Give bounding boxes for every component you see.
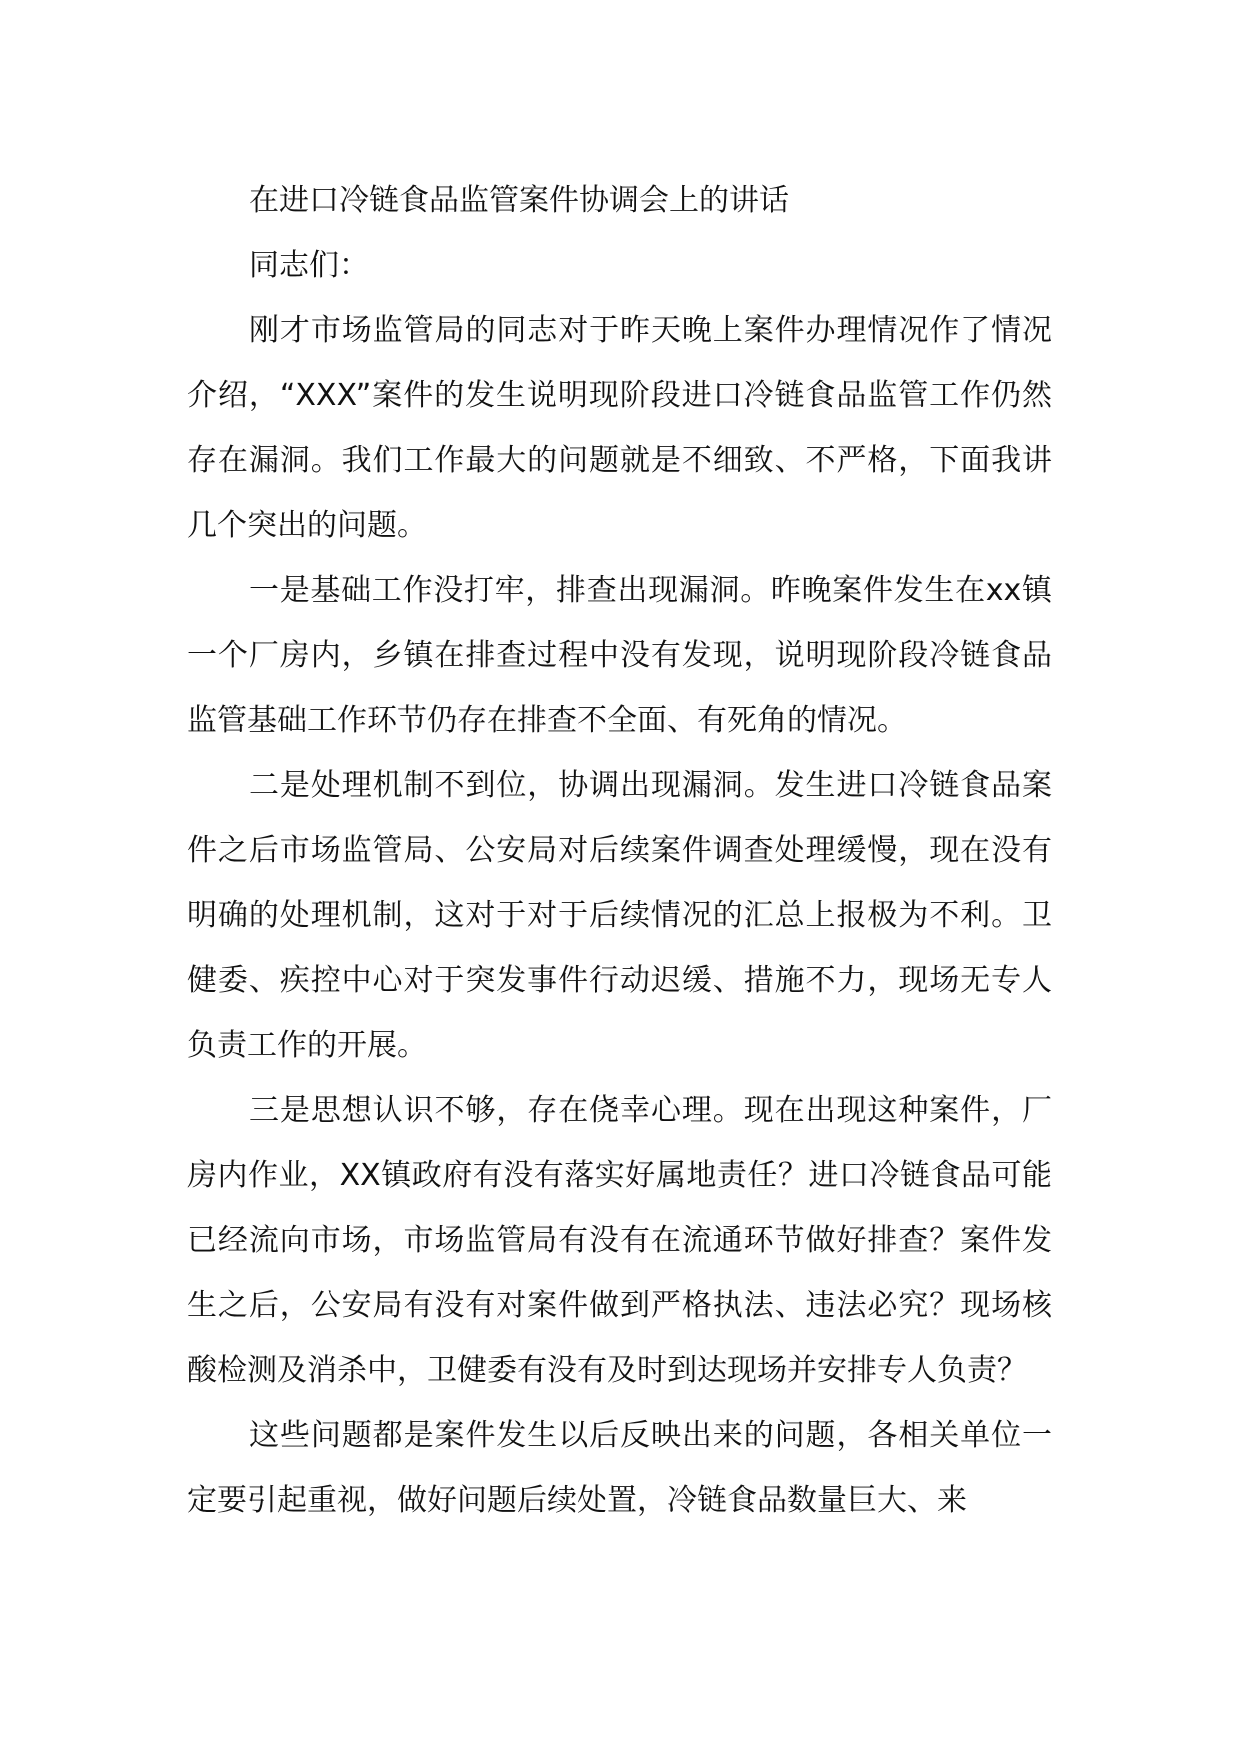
document-body	[187, 168, 1052, 1533]
paragraph-issue-one: 一是基础工作没打牢，排查出现漏洞。昨晚案件发生在xx镇一个厂房内，乡镇在排查过程中没有发现，说明现阶段冷链食品监管基础工作环节仍存在排查不全面、有死角的情况。	[187, 573, 1052, 738]
paragraph-issue-three: 三是思想认识不够，存在侥幸心理。现在出现这种案件，厂房内作业，XX镇政府有没有落实好属地责任？进口冷链食品可能已经流向市场，市场监管局有没有在流通环节做好排查？案件发生之后，公安局有没有对案件做到严格执法、违法必究？现场核酸检测及消杀中，卫健委有没有及时到达现场并安排专人负责？	[187, 1093, 1052, 1388]
salutation: 同志们：	[249, 248, 369, 283]
paragraph-conclusion: 这些问题都是案件发生以后反映出来的问题，各相关单位一定要引起重视，做好问题后续处置，冷链食品数量巨大、来	[187, 1418, 1052, 1518]
paragraph-intro: 刚才市场监管局的同志对于昨天晚上案件办理情况作了情况介绍，“XXX”案件的发生说明现阶段进口冷链食品监管工作仍然存在漏洞。我们工作最大的问题就是不细致、不严格，下面我讲几个突出的问题。	[187, 313, 1052, 543]
speech-title: 在进口冷链食品监管案件协调会上的讲话	[249, 183, 789, 218]
paragraph-issue-two: 二是处理机制不到位，协调出现漏洞。发生进口冷链食品案件之后市场监管局、公安局对后续案件调查处理缓慢，现在没有明确的处理机制，这对于对于后续情况的汇总上报极为不利。卫健委、疾控中心对于突发事件行动迟缓、措施不力，现场无专人负责工作的开展。	[187, 768, 1052, 1063]
